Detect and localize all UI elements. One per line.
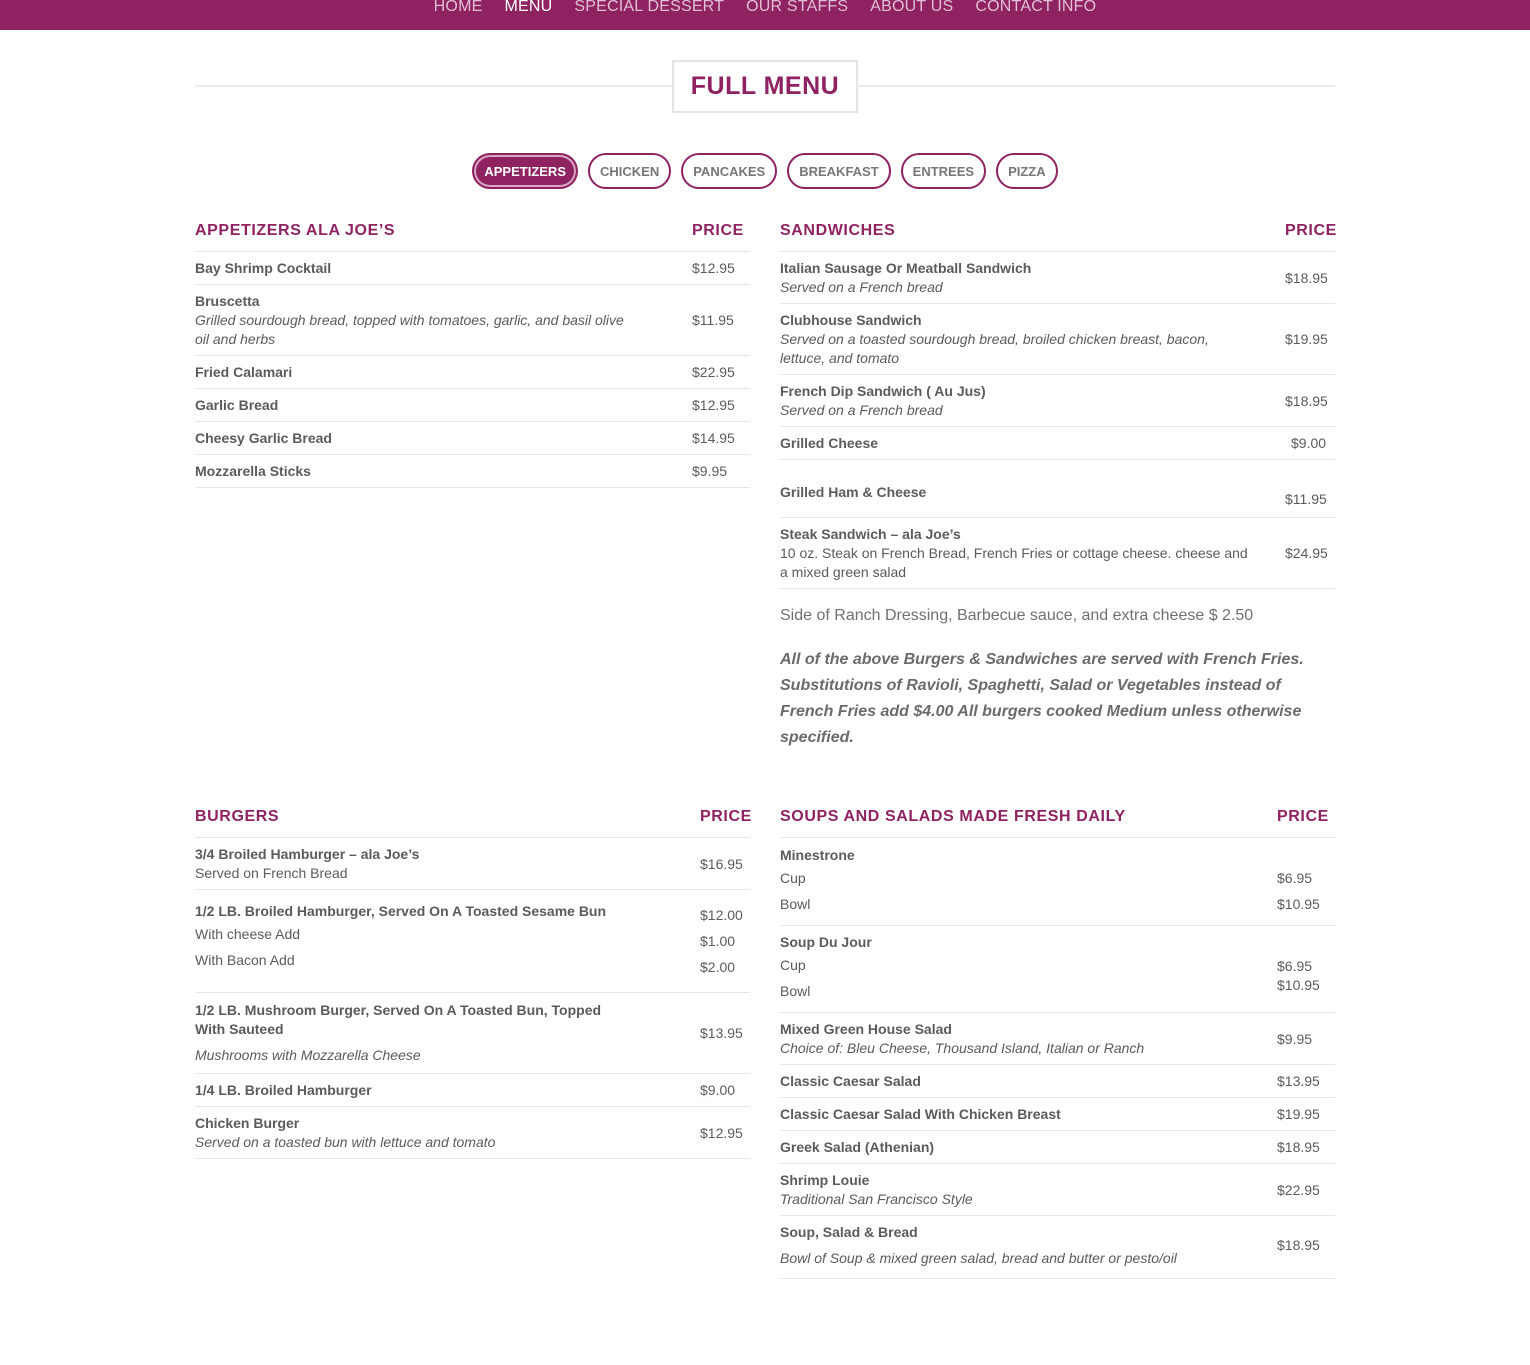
menu-tabs xyxy=(195,153,1335,189)
item-price: $9.00 xyxy=(700,1082,736,1098)
item-name: Shrimp Louie xyxy=(780,1172,870,1188)
menu-item xyxy=(780,926,1335,1013)
tab-pancakes[interactable]: PANCAKES xyxy=(681,153,777,189)
item-name: Steak Sandwich – ala Joe’s xyxy=(780,526,961,542)
sandwich-note: Side of Ranch Dressing, Barbecue sauce, and extra cheese $ 2.50 xyxy=(780,607,1254,624)
appetizers-section xyxy=(195,211,750,751)
price-list xyxy=(1277,845,1335,917)
menu-item xyxy=(195,838,750,890)
price-header: PRICE xyxy=(1285,222,1337,239)
sub-option: With cheese Add xyxy=(195,926,301,942)
item-name: 1/4 LB. Broiled Hamburger xyxy=(195,1082,372,1098)
price-header: PRICE xyxy=(1277,808,1329,825)
nav-special-dessert[interactable]: SPECIAL DESSERT xyxy=(574,0,725,15)
item-name: French Dip Sandwich ( Au Jus) xyxy=(780,383,986,399)
sub-price: $10.95 xyxy=(1277,976,1320,993)
appetizers-header xyxy=(195,211,750,252)
menu-item xyxy=(780,1164,1335,1216)
price-list xyxy=(700,902,750,980)
menu-item xyxy=(780,1065,1335,1098)
menu-item xyxy=(195,455,750,488)
tab-entrees[interactable]: ENTREES xyxy=(901,153,986,189)
item-desc: Bowl of Soup & mixed green salad, bread and butter or pesto/oil xyxy=(780,1250,1177,1266)
sandwich-note-italic: All of the above Burgers & Sandwiches are served with French Fries. Substitutions of Ravioli, Spaghetti, Salad or Vegetables instead of French Fries add $4.00 All burgers cooked Medium unless otherwise specified. xyxy=(780,651,1304,746)
menu-item xyxy=(780,1098,1335,1131)
sub-option: Bowl xyxy=(780,895,811,912)
item-desc: Mushrooms with Mozzarella Cheese xyxy=(195,1047,421,1063)
sandwiches-section xyxy=(780,211,1335,751)
item-name: Soup, Salad & Bread xyxy=(780,1224,918,1240)
section-title: BURGERS xyxy=(195,808,280,825)
item-price: $19.95 xyxy=(1285,331,1328,347)
item-desc: Served on a French bread xyxy=(780,279,943,295)
item-price: $18.95 xyxy=(1285,269,1328,286)
tab-appetizers[interactable]: APPETIZERS xyxy=(472,153,578,189)
burgers-header xyxy=(195,797,750,838)
sub-option: Bowl xyxy=(780,983,811,999)
menu-item xyxy=(195,422,750,455)
tab-pizza[interactable]: PIZZA xyxy=(996,153,1058,189)
item-price: $13.95 xyxy=(1277,1073,1320,1089)
item-price: $18.95 xyxy=(1277,1237,1320,1253)
item-price: $18.95 xyxy=(1285,392,1328,409)
item-name: 1/2 LB. Broiled Hamburger, Served On A Toasted Sesame Bun xyxy=(195,903,607,919)
menu-item xyxy=(780,304,1335,375)
menu-item xyxy=(780,838,1335,926)
menu-item xyxy=(195,252,750,285)
item-price: $12.95 xyxy=(692,397,735,413)
section-title: SANDWICHES xyxy=(780,222,896,239)
item-name: 3/4 Broiled Hamburger – ala Joe’s xyxy=(195,846,420,862)
sub-option: With Bacon Add xyxy=(195,952,295,968)
item-desc: Served on a French bread xyxy=(780,402,943,418)
sub-price: $6.95 xyxy=(1277,957,1313,974)
item-desc: Choice of: Bleu Cheese, Thousand Island, Italian or Ranch xyxy=(780,1040,1145,1056)
menu-item xyxy=(780,1131,1335,1164)
item-name: Bruscetta xyxy=(195,293,260,309)
menu-item xyxy=(780,427,1335,460)
item-price: $12.95 xyxy=(700,1124,743,1141)
nav-our-staffs[interactable]: OUR STAFFS xyxy=(746,0,849,15)
item-price: $11.95 xyxy=(1285,491,1327,507)
item-name: Soup Du Jour xyxy=(780,934,872,950)
item-desc: Traditional San Francisco Style xyxy=(780,1191,973,1207)
item-desc: Served on French Bread xyxy=(195,865,348,881)
nav-contact-info[interactable]: CONTACT INFO xyxy=(975,0,1097,15)
soups-section xyxy=(780,797,1335,1279)
item-desc: Served on a toasted sourdough bread, broiled chicken breast, bacon, lettuce, and tomato xyxy=(780,331,1209,366)
menu-item xyxy=(780,518,1335,589)
item-desc: Grilled sourdough bread, topped with tomatoes, garlic, and basil olive oil and herbs xyxy=(195,312,624,347)
menu-item xyxy=(195,890,750,993)
item-name: Fried Calamari xyxy=(195,364,293,380)
menu-item xyxy=(195,993,750,1074)
item-name: Classic Caesar Salad With Chicken Breast xyxy=(780,1106,1061,1122)
nav-home[interactable]: HOME xyxy=(433,0,483,15)
section-title: SOUPS AND SALADS MADE FRESH DAILY xyxy=(780,808,1126,825)
item-name: Mixed Green House Salad xyxy=(780,1021,952,1037)
menu-item xyxy=(195,356,750,389)
menu-item xyxy=(195,1107,750,1159)
menu-item xyxy=(780,252,1335,304)
sandwiches-header xyxy=(780,211,1335,252)
item-name: Bay Shrimp Cocktail xyxy=(195,260,332,276)
bottom-sections xyxy=(195,797,1335,1279)
sub-price: $2.00 xyxy=(700,959,736,975)
top-nav xyxy=(0,0,1530,30)
item-name: Mozzarella Sticks xyxy=(195,463,311,479)
item-price: $24.95 xyxy=(1285,545,1328,561)
item-name: Garlic Bread xyxy=(195,397,279,413)
item-price: $13.95 xyxy=(700,1024,743,1041)
sub-option: Cup xyxy=(780,957,806,973)
item-name: Minestrone xyxy=(780,846,855,863)
top-sections xyxy=(195,211,1335,751)
menu-item xyxy=(780,375,1335,427)
item-price: $18.95 xyxy=(1277,1139,1320,1155)
sub-price: $6.95 xyxy=(1277,870,1313,886)
nav-about-us[interactable]: ABOUT US xyxy=(870,0,954,15)
soups-header xyxy=(780,797,1335,838)
burgers-section xyxy=(195,797,750,1279)
item-price: $19.95 xyxy=(1277,1106,1320,1122)
item-price: $11.95 xyxy=(692,312,734,328)
menu-item xyxy=(780,1216,1335,1279)
sub-price: $10.95 xyxy=(1277,896,1320,912)
item-name: Chicken Burger xyxy=(195,1115,300,1131)
menu-item xyxy=(195,389,750,422)
item-name: Grilled Cheese xyxy=(780,435,879,451)
tab-breakfast[interactable]: BREAKFAST xyxy=(787,153,890,189)
item-price: $12.00 xyxy=(700,907,743,923)
price-list xyxy=(1277,943,1335,995)
item-name: Clubhouse Sandwich xyxy=(780,312,922,328)
sub-price: $1.00 xyxy=(700,933,736,949)
sub-option: Cup xyxy=(780,869,806,886)
page-title: FULL MENU xyxy=(672,60,858,113)
item-name: Grilled Ham & Cheese xyxy=(780,484,927,500)
price-header: PRICE xyxy=(692,222,744,239)
section-title: APPETIZERS ALA JOE’S xyxy=(195,222,396,239)
item-name: Classic Caesar Salad xyxy=(780,1073,921,1089)
tab-chicken[interactable]: CHICKEN xyxy=(588,153,671,189)
menu-item xyxy=(195,1074,750,1107)
content xyxy=(195,30,1335,1279)
item-price: $9.95 xyxy=(692,463,728,479)
item-name: 1/2 LB. Mushroom Burger, Served On A Toasted Bun, Topped With Sauteed xyxy=(195,1002,602,1037)
menu-item xyxy=(195,285,750,356)
title-row xyxy=(195,30,1335,120)
item-desc: Served on a toasted bun with lettuce and tomato xyxy=(195,1134,496,1150)
nav-menu[interactable]: MENU xyxy=(504,0,553,15)
item-price: $14.95 xyxy=(692,430,735,446)
item-name: Cheesy Garlic Bread xyxy=(195,430,332,446)
item-price: $16.95 xyxy=(700,855,743,872)
price-header: PRICE xyxy=(700,808,752,825)
item-price: $9.00 xyxy=(1291,435,1327,451)
item-price: $22.95 xyxy=(692,364,735,380)
item-desc: 10 oz. Steak on French Bread, French Fries or cottage cheese. cheese and a mixed green salad xyxy=(780,545,1248,580)
item-name: Greek Salad (Athenian) xyxy=(780,1139,935,1155)
item-name: Italian Sausage Or Meatball Sandwich xyxy=(780,260,1032,276)
menu-item xyxy=(780,1013,1335,1065)
item-price: $12.95 xyxy=(692,260,735,276)
item-price: $9.95 xyxy=(1277,1030,1313,1047)
menu-item xyxy=(780,460,1335,518)
item-price: $22.95 xyxy=(1277,1181,1320,1198)
